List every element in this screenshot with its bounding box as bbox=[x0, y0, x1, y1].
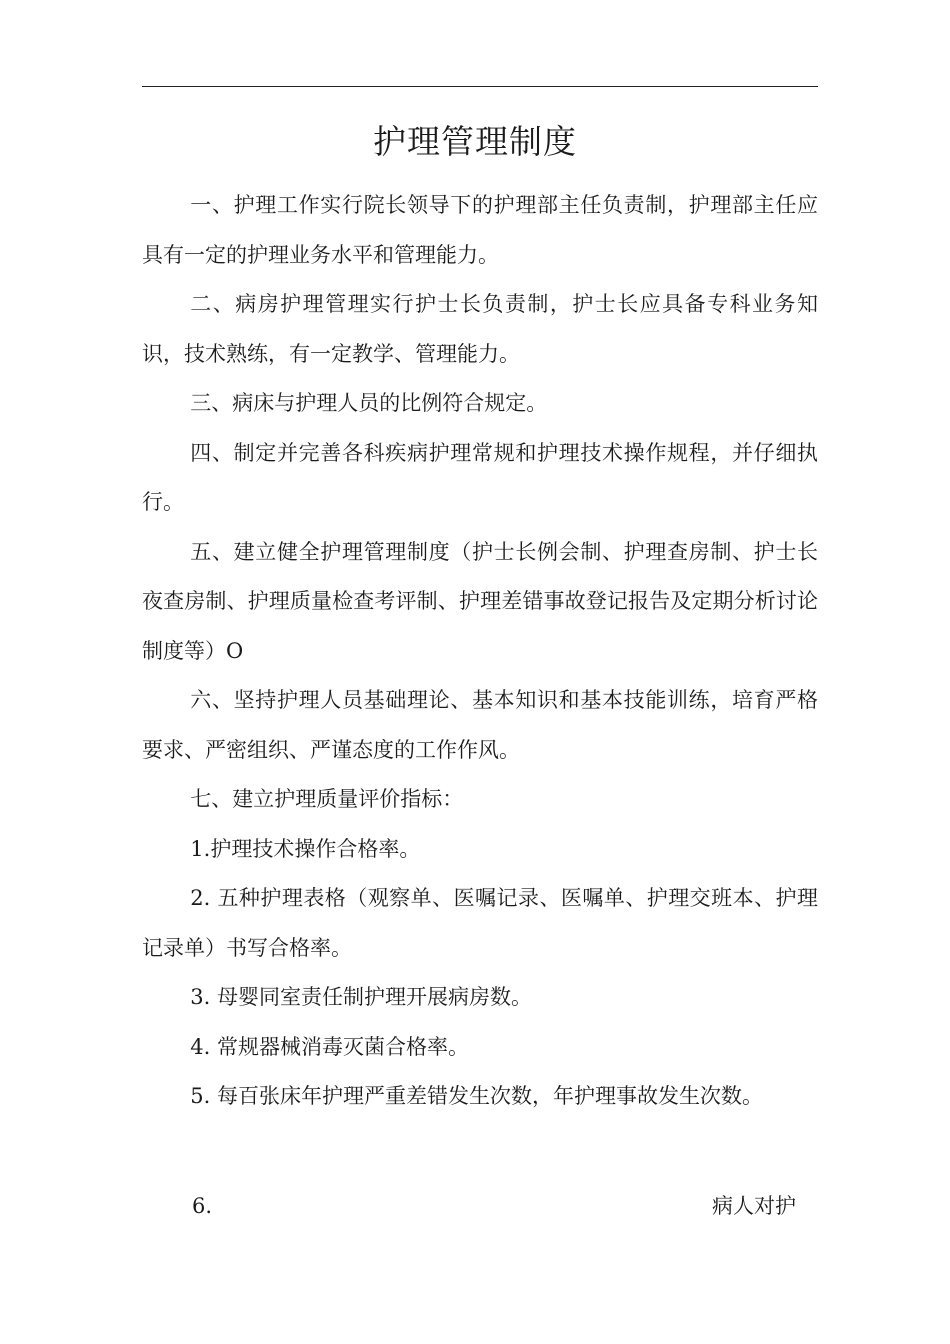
paragraph-1: 一、护理工作实行院长领导下的护理部主任负责制，护理部主任应具有一定的护理业务水平和管理能力。 bbox=[142, 193, 818, 267]
indicator-3: 3. 母婴同室责任制护理开展病房数。 bbox=[190, 985, 533, 1009]
indicator-4: 4. 常规器械消毒灭菌合格率。 bbox=[190, 1034, 470, 1059]
document-title: 护理管理制度 bbox=[373, 122, 577, 161]
paragraph-3: 三、病床与护理人员的比例符合规定。 bbox=[190, 391, 548, 415]
indicator-2: 2. 五种护理表格（观察单、医嘱记录、医嘱单、护理交班本、护理记录单）书写合格率。 bbox=[142, 886, 818, 960]
indicator-5: 5. 每百张床年护理严重差错发生次数，年护理事故发生次数。 bbox=[190, 1084, 764, 1108]
document-body bbox=[142, 181, 818, 1122]
paragraph-4: 四、制定并完善各科疾病护理常规和护理技术操作规程，并仔细执行。 bbox=[142, 440, 818, 514]
paragraph-7: 七、建立护理质量评价指标： bbox=[190, 787, 464, 811]
header-rule bbox=[142, 86, 818, 87]
paragraph-6: 六、坚持护理人员基础理论、基本知识和基本技能训练，培育严格要求、严密组织、严谨态度的工作作风。 bbox=[142, 688, 818, 762]
indicator-6-number: 6. bbox=[192, 1194, 213, 1218]
indicator-1: 1.护理技术操作合格率。 bbox=[190, 836, 421, 861]
paragraph-5: 五、建立健全护理管理制度（护士长例会制、护理查房制、护士长夜查房制、护理质量检查考评制、护理差错事故登记报告及定期分析讨论制度等）O bbox=[142, 539, 818, 663]
indicator-6-text: 病人对护 bbox=[712, 1194, 796, 1218]
paragraph-2: 二、病房护理管理实行护士长负责制，护士长应具备专科业务知识，技术熟练，有一定教学、管理能力。 bbox=[142, 292, 818, 366]
